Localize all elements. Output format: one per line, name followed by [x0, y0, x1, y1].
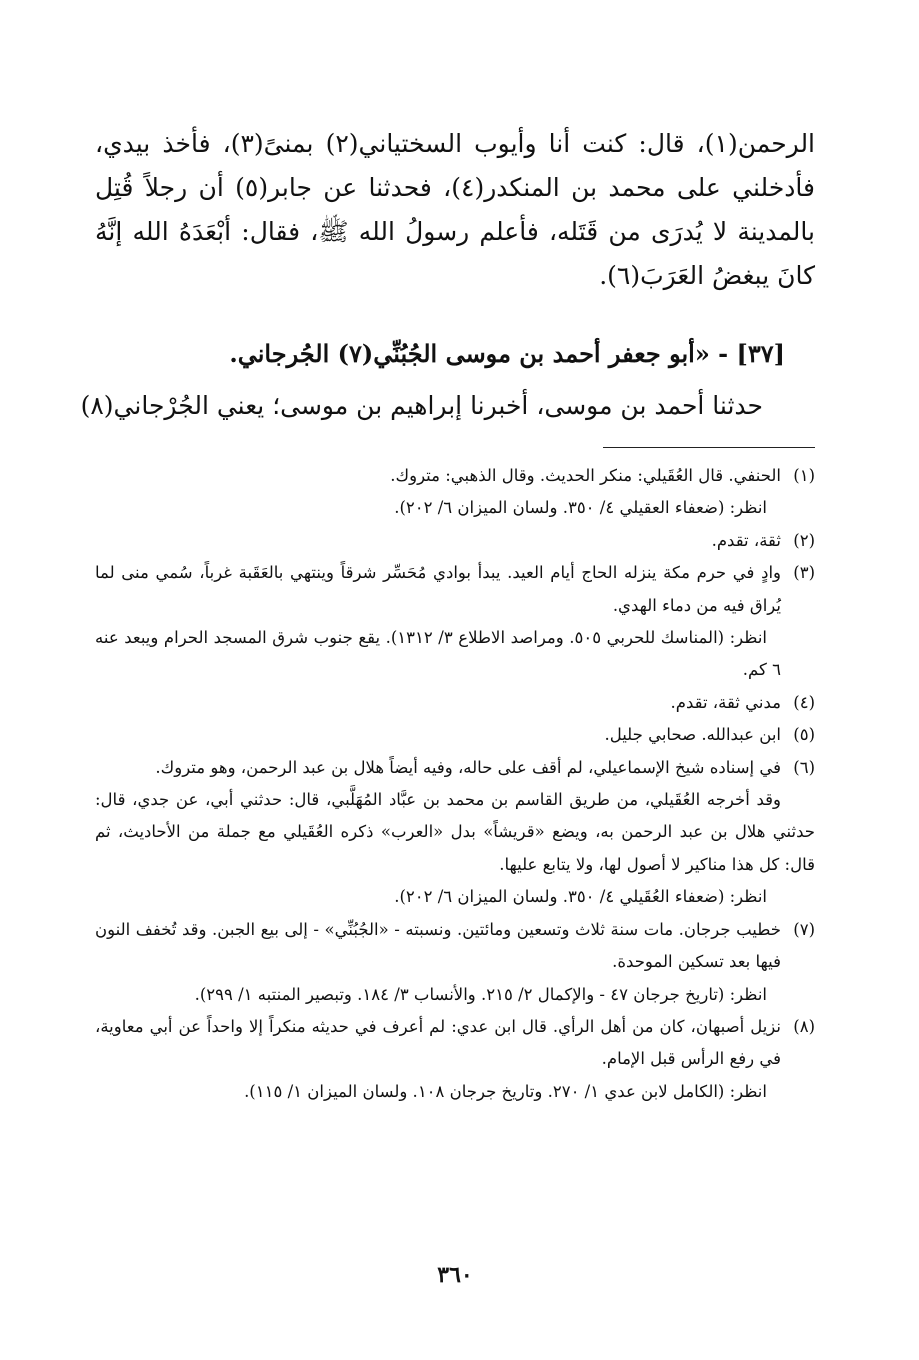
footnotes-section	[95, 460, 815, 1108]
entry-title: [٣٧] - «أبو جعفر أحمد بن موسى الجُبُنِّي(٧) الجُرجاني.	[229, 339, 785, 368]
footnote-text: ثقة، تقدم.	[711, 530, 781, 550]
main-text-block	[95, 122, 815, 298]
footnote-3-reference: انظر: (المناسك للحربي ٥٠٥. ومراصد الاطلاع ٣/ ١٣١٢). يقع جنوب شرق المسجد الحرام ويبعد عنه ٦ كم.	[95, 628, 781, 680]
footnote-text: نزيل أصبهان، كان من أهل الرأي. قال ابن عدي: لم أعرف في حديثه منكراً إلا واحداً عن أبي معاوية، في رفع الرأس قبل الإمام.	[95, 1016, 781, 1069]
footnote-text: وادٍ في حرم مكة ينزله الحاج أيام العيد. يبدأ بوادي مُحَسِّر شرقاً وينتهي بالعَقَبة غرباً، سُمي منى لما يُراق فيه من دماء الهدي.	[95, 563, 781, 615]
footnote-6-detail: وقد أخرجه العُقَيلي، من طريق القاسم بن محمد بن عبَّاد المُهَلَّبي، قال: حدثني أبي، عن جدي، قال: حدثني هلال بن عبد الرحمن به، ويضع «قريشاً» بدل «العرب» ذكره العُقَيلي مع جملة من الأحاديث، ثم قال: كل هذا مناكير لا أصول لها، ولا يتابع عليها.	[95, 790, 815, 874]
footnote-4	[95, 687, 815, 719]
main-paragraph: الرحمن(١)، قال: كنت أنا وأيوب السختياني(٢) بمنىً(٣)، فأخذ بيدي، فأدخلني على محمد بن المنكدر(٤)، فحدثنا عن جابر(٥) أن رجلاً قُتِل بالمدينة لا يُدرَى من قَتَله، فأعلم رسولُ الله ﷺ، فقال: أبْعَدَهُ الله إنَّهُ كانَ يبغضُ العَرَبَ(٦).	[95, 129, 816, 290]
footnote-5	[95, 719, 815, 751]
footnote-3	[95, 557, 815, 622]
footnote-2	[95, 525, 815, 557]
footnote-text: الحنفي. قال العُقَيلي: منكر الحديث. وقال الذهبي: متروك.	[390, 466, 781, 485]
footnote-number: (٨)	[793, 1016, 815, 1036]
book-page	[80, 0, 816, 1360]
footnote-separator	[603, 447, 815, 448]
footnote-text: خطيب جرجان. مات سنة ثلاث وتسعين ومائتين. ونسبته - «الجُبُنِّي» - إلى بيع الجبن. وقد تُخفف النون فيها بعد تسكين الموحدة.	[95, 919, 781, 972]
footnote-8-reference: انظر: (الكامل لابن عدي ١/ ٢٧٠. وتاريخ جرجان ١٠٨. ولسان الميزان ١/ ١١٥).	[244, 1081, 767, 1101]
entry-first-line: حدثنا أحمد بن موسى، أخبرنا إبراهيم بن موسى؛ يعني الجُرْجاني(٨)	[80, 391, 763, 420]
footnote-number: (٥)	[793, 725, 815, 745]
footnote-1	[95, 460, 815, 492]
footnote-7	[95, 914, 815, 979]
footnote-text: مدني ثقة، تقدم.	[670, 692, 781, 712]
footnote-text: ابن عبدالله. صحابي جليل.	[604, 725, 781, 745]
footnote-7-reference: انظر: (تاريخ جرجان ٤٧ - والإكمال ٢/ ٢١٥. والأنساب ٣/ ١٨٤. وتبصير المنتبه ١/ ٢٩٩).	[194, 984, 767, 1004]
page-number: ٣٦٠	[437, 1262, 473, 1288]
footnote-number: (٧)	[793, 919, 815, 939]
footnote-number: (٦)	[793, 757, 815, 777]
footnote-text: في إسناده شيخ الإسماعيلي، لم أقف على حاله، وفيه أيضاً هلال بن عبد الرحمن، وهو متروك.	[155, 757, 781, 777]
footnote-8	[95, 1011, 815, 1076]
footnote-6	[95, 752, 815, 784]
footnote-number: (٣)	[793, 563, 815, 583]
footnote-1-reference: انظر: (ضعفاء العقيلي ٤/ ٣٥٠. ولسان الميزان ٦/ ٢٠٢).	[394, 498, 767, 518]
footnote-number: (٢)	[793, 530, 815, 550]
footnote-number: (١)	[793, 466, 815, 485]
footnote-number: (٤)	[793, 692, 815, 712]
footnote-6-reference: انظر: (ضعفاء العُقَيلي ٤/ ٣٥٠. ولسان الميزان ٦/ ٢٠٢).	[394, 887, 767, 907]
